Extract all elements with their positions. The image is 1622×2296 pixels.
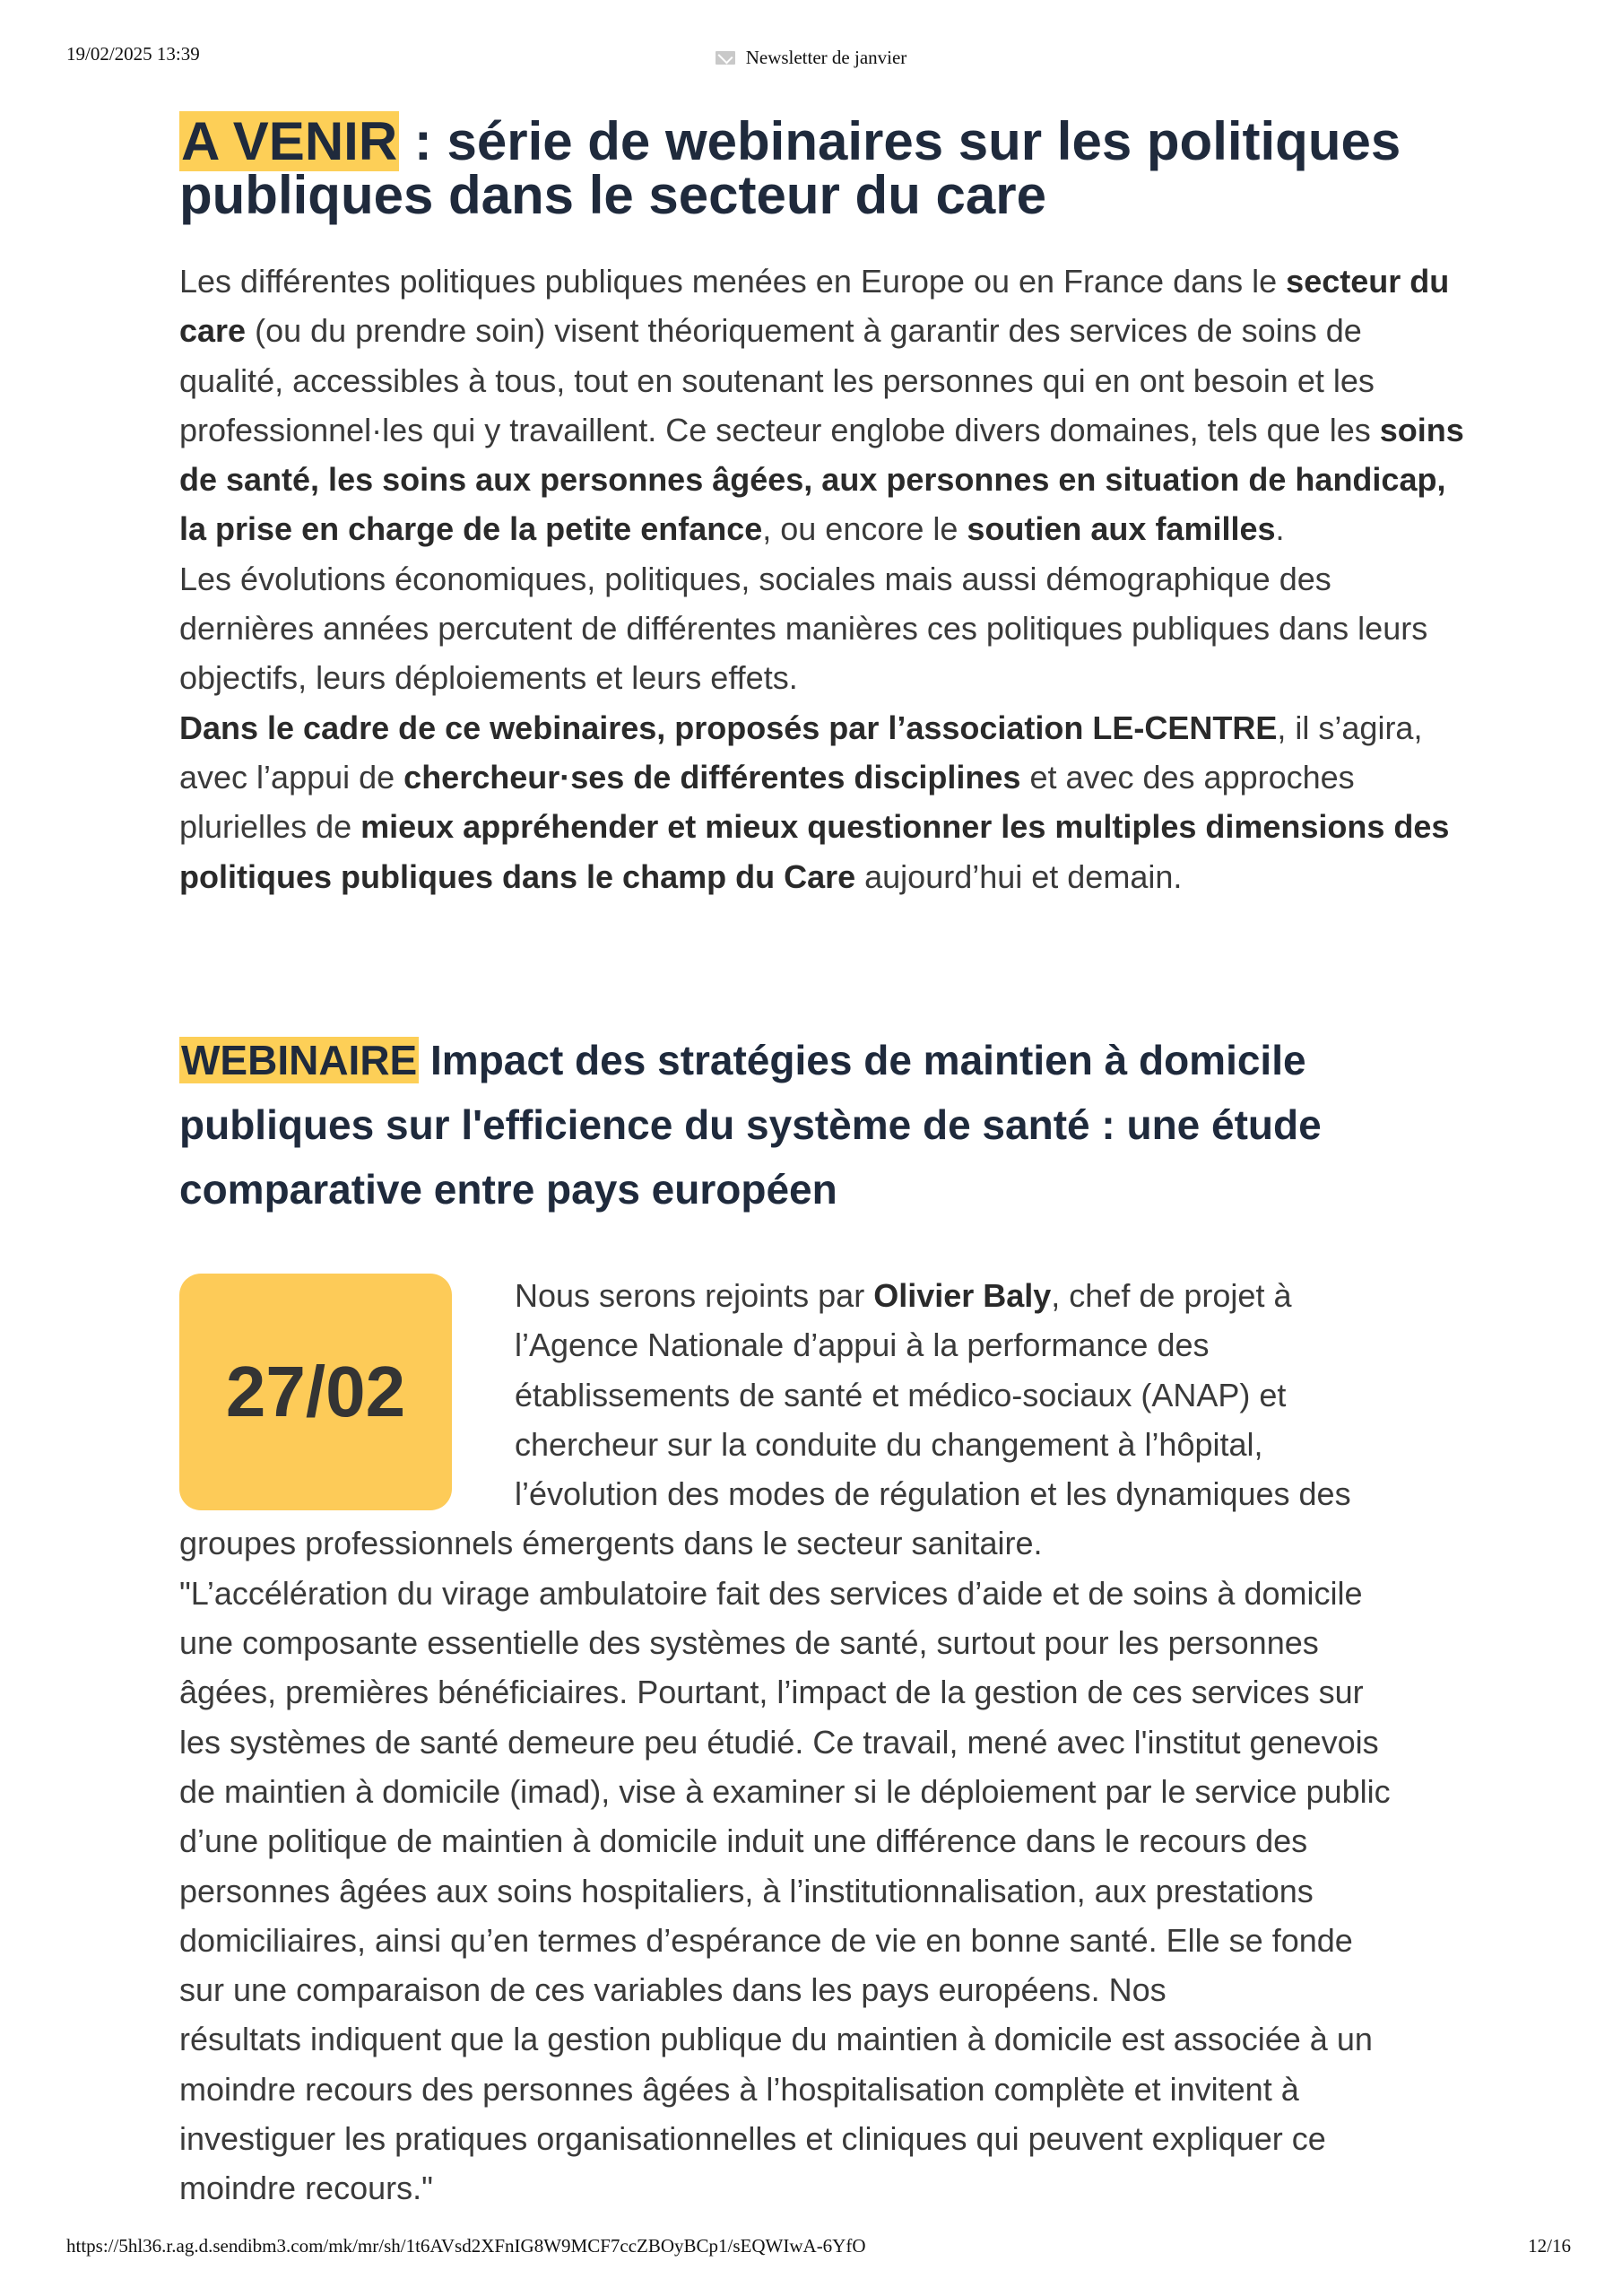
bold-text: soins de santé, les soins aux personnes âgées, aux personnes en situation de handicap, la prise en charge de la petite enfance <box>179 411 1464 548</box>
text-line <box>179 1916 1470 1965</box>
body-text: l’évolution des modes de régulation et les dynamiques des <box>515 1475 1351 1513</box>
print-date: 19/02/2025 13:39 <box>66 43 200 65</box>
bold-text: Dans le cadre de ce webinaires, proposés par l’association LE-CENTRE <box>179 709 1278 746</box>
heading-text: : série de webinaires sur les politiques publiques dans le secteur du care <box>179 111 1401 225</box>
webinar-title: Impact des stratégies de maintien à domicile publiques sur l'efficience du système de santé : une étude comparative entre pays européen <box>179 1037 1322 1213</box>
body-text: investiguer les pratiques organisationnelles et cliniques qui peuvent expliquer ce <box>179 2120 1326 2158</box>
text-line <box>179 1816 1470 1866</box>
body-text: domiciliaires, ainsi qu’en termes d’espérance de vie en bonne santé. Elle se fonde <box>179 1921 1353 1959</box>
text-line <box>179 1767 1470 1816</box>
text-line <box>179 2065 1470 2114</box>
page-number: 12/16 <box>1528 2235 1571 2257</box>
text-line <box>179 1866 1470 1916</box>
text-line <box>179 1667 1470 1717</box>
body-text: (ou du prendre soin) visent théoriquement à garantir des services de soins de qualité, accessibles à tous, tout en soutenant les personnes qui en ont besoin et les professionnel·les qui y travaillent. Ce secteur englobe divers domaines, tels que les <box>179 312 1380 448</box>
bold-text: mieux appréhender et mieux questionner les multiples dimensions des politiques publiques dans le champ du Care <box>179 808 1450 895</box>
body-text: établissements de santé et médico-sociaux (ANAP) et <box>515 1376 1287 1413</box>
newsletter-header <box>0 47 1622 69</box>
text-line <box>179 2163 1470 2213</box>
source-url: https://5hl36.r.ag.d.sendibm3.com/mk/mr/sh/1t6AVsd2XFnIG8W9MCF7ccZBOyBCp1/sEQWIwA-6YfO <box>66 2235 866 2257</box>
text-line <box>179 1370 1470 1420</box>
text-line <box>179 1320 1470 1370</box>
body-text: chercheur sur la conduite du changement à l’hôpital, <box>515 1425 1263 1463</box>
text-line <box>179 2014 1470 2064</box>
text-line <box>179 1965 1470 2014</box>
body-text: Nous serons rejoints par <box>515 1277 874 1314</box>
highlight-webinaire: WEBINAIRE <box>181 1037 418 1083</box>
body-text: , il s’agira, avec l’appui de <box>179 709 1423 796</box>
body-text: résultats indiquent que la gestion publique du maintien à domicile est associée à un <box>179 2021 1373 2058</box>
body-text: une composante essentielle des systèmes de santé, surtout pour les personnes <box>179 1624 1319 1662</box>
webinar-description <box>179 1271 1470 2213</box>
text-line <box>179 1469 1470 1518</box>
body-text: sur une comparaison de ces variables dans les pays européens. Nos <box>179 1971 1167 2009</box>
highlight-a-venir: A VENIR <box>181 111 398 171</box>
text-line <box>179 2114 1470 2163</box>
envelope-icon <box>716 51 735 65</box>
body-text: , chef de projet à <box>1051 1277 1292 1314</box>
bold-text: chercheur·ses de différentes disciplines <box>403 758 1021 796</box>
body-text: moindre recours." <box>179 2170 433 2207</box>
text-line <box>179 1420 1470 1469</box>
text-line <box>179 1518 1470 1568</box>
newsletter-title: Newsletter de janvier <box>745 47 907 68</box>
body-text: aujourd’hui et demain. <box>855 857 1183 895</box>
speaker-name: Olivier Baly <box>873 1277 1052 1314</box>
body-text: de maintien à domicile (imad), vise à examiner si le déploiement par le service public <box>179 1772 1391 1810</box>
text-line <box>179 1569 1470 1618</box>
body-text: groupes professionnels émergents dans le secteur sanitaire. <box>179 1525 1043 1562</box>
body-text: . <box>1275 510 1285 548</box>
body-text: Les évolutions économiques, politiques, sociales mais aussi démographique des dernières années percutent de différentes manières ces politiques publiques dans leurs objectifs, leurs déploiements et leurs effets. <box>179 560 1428 697</box>
text-line <box>179 1718 1470 1767</box>
section-heading-upcoming <box>179 111 1470 225</box>
text-line <box>179 1271 1470 1320</box>
body-text: âgées, premières bénéficiaires. Pourtant, l’impact de la gestion de ces services sur <box>179 1674 1364 1711</box>
body-text: d’une politique de maintien à domicile induit une différence dans le recours des <box>179 1822 1308 1860</box>
body-text: , ou encore le <box>762 510 967 548</box>
body-text: Les différentes politiques publiques menées en Europe ou en France dans le <box>179 263 1287 300</box>
intro-paragraph <box>179 257 1470 901</box>
bold-text: secteur du care <box>179 263 1450 350</box>
body-text: personnes âgées aux soins hospitaliers, à l’institutionnalisation, aux prestations <box>179 1872 1314 1909</box>
body-text: et avec des approches plurielles de <box>179 758 1355 846</box>
webinar-date-badge: 27/02 <box>179 1274 452 1510</box>
body-text: "L’accélération du virage ambulatoire fait des services d’aide et de soins à domicile <box>179 1574 1363 1612</box>
body-text: les systèmes de santé demeure peu étudié. Ce travail, mené avec l'institut genevois <box>179 1723 1379 1761</box>
text-line <box>179 1618 1470 1667</box>
body-text: l’Agence Nationale d’appui à la performance des <box>515 1326 1210 1364</box>
webinar-heading <box>179 1028 1470 1222</box>
bold-text: soutien aux familles <box>967 510 1276 548</box>
body-text: moindre recours des personnes âgées à l’hospitalisation complète et invitent à <box>179 2070 1299 2108</box>
